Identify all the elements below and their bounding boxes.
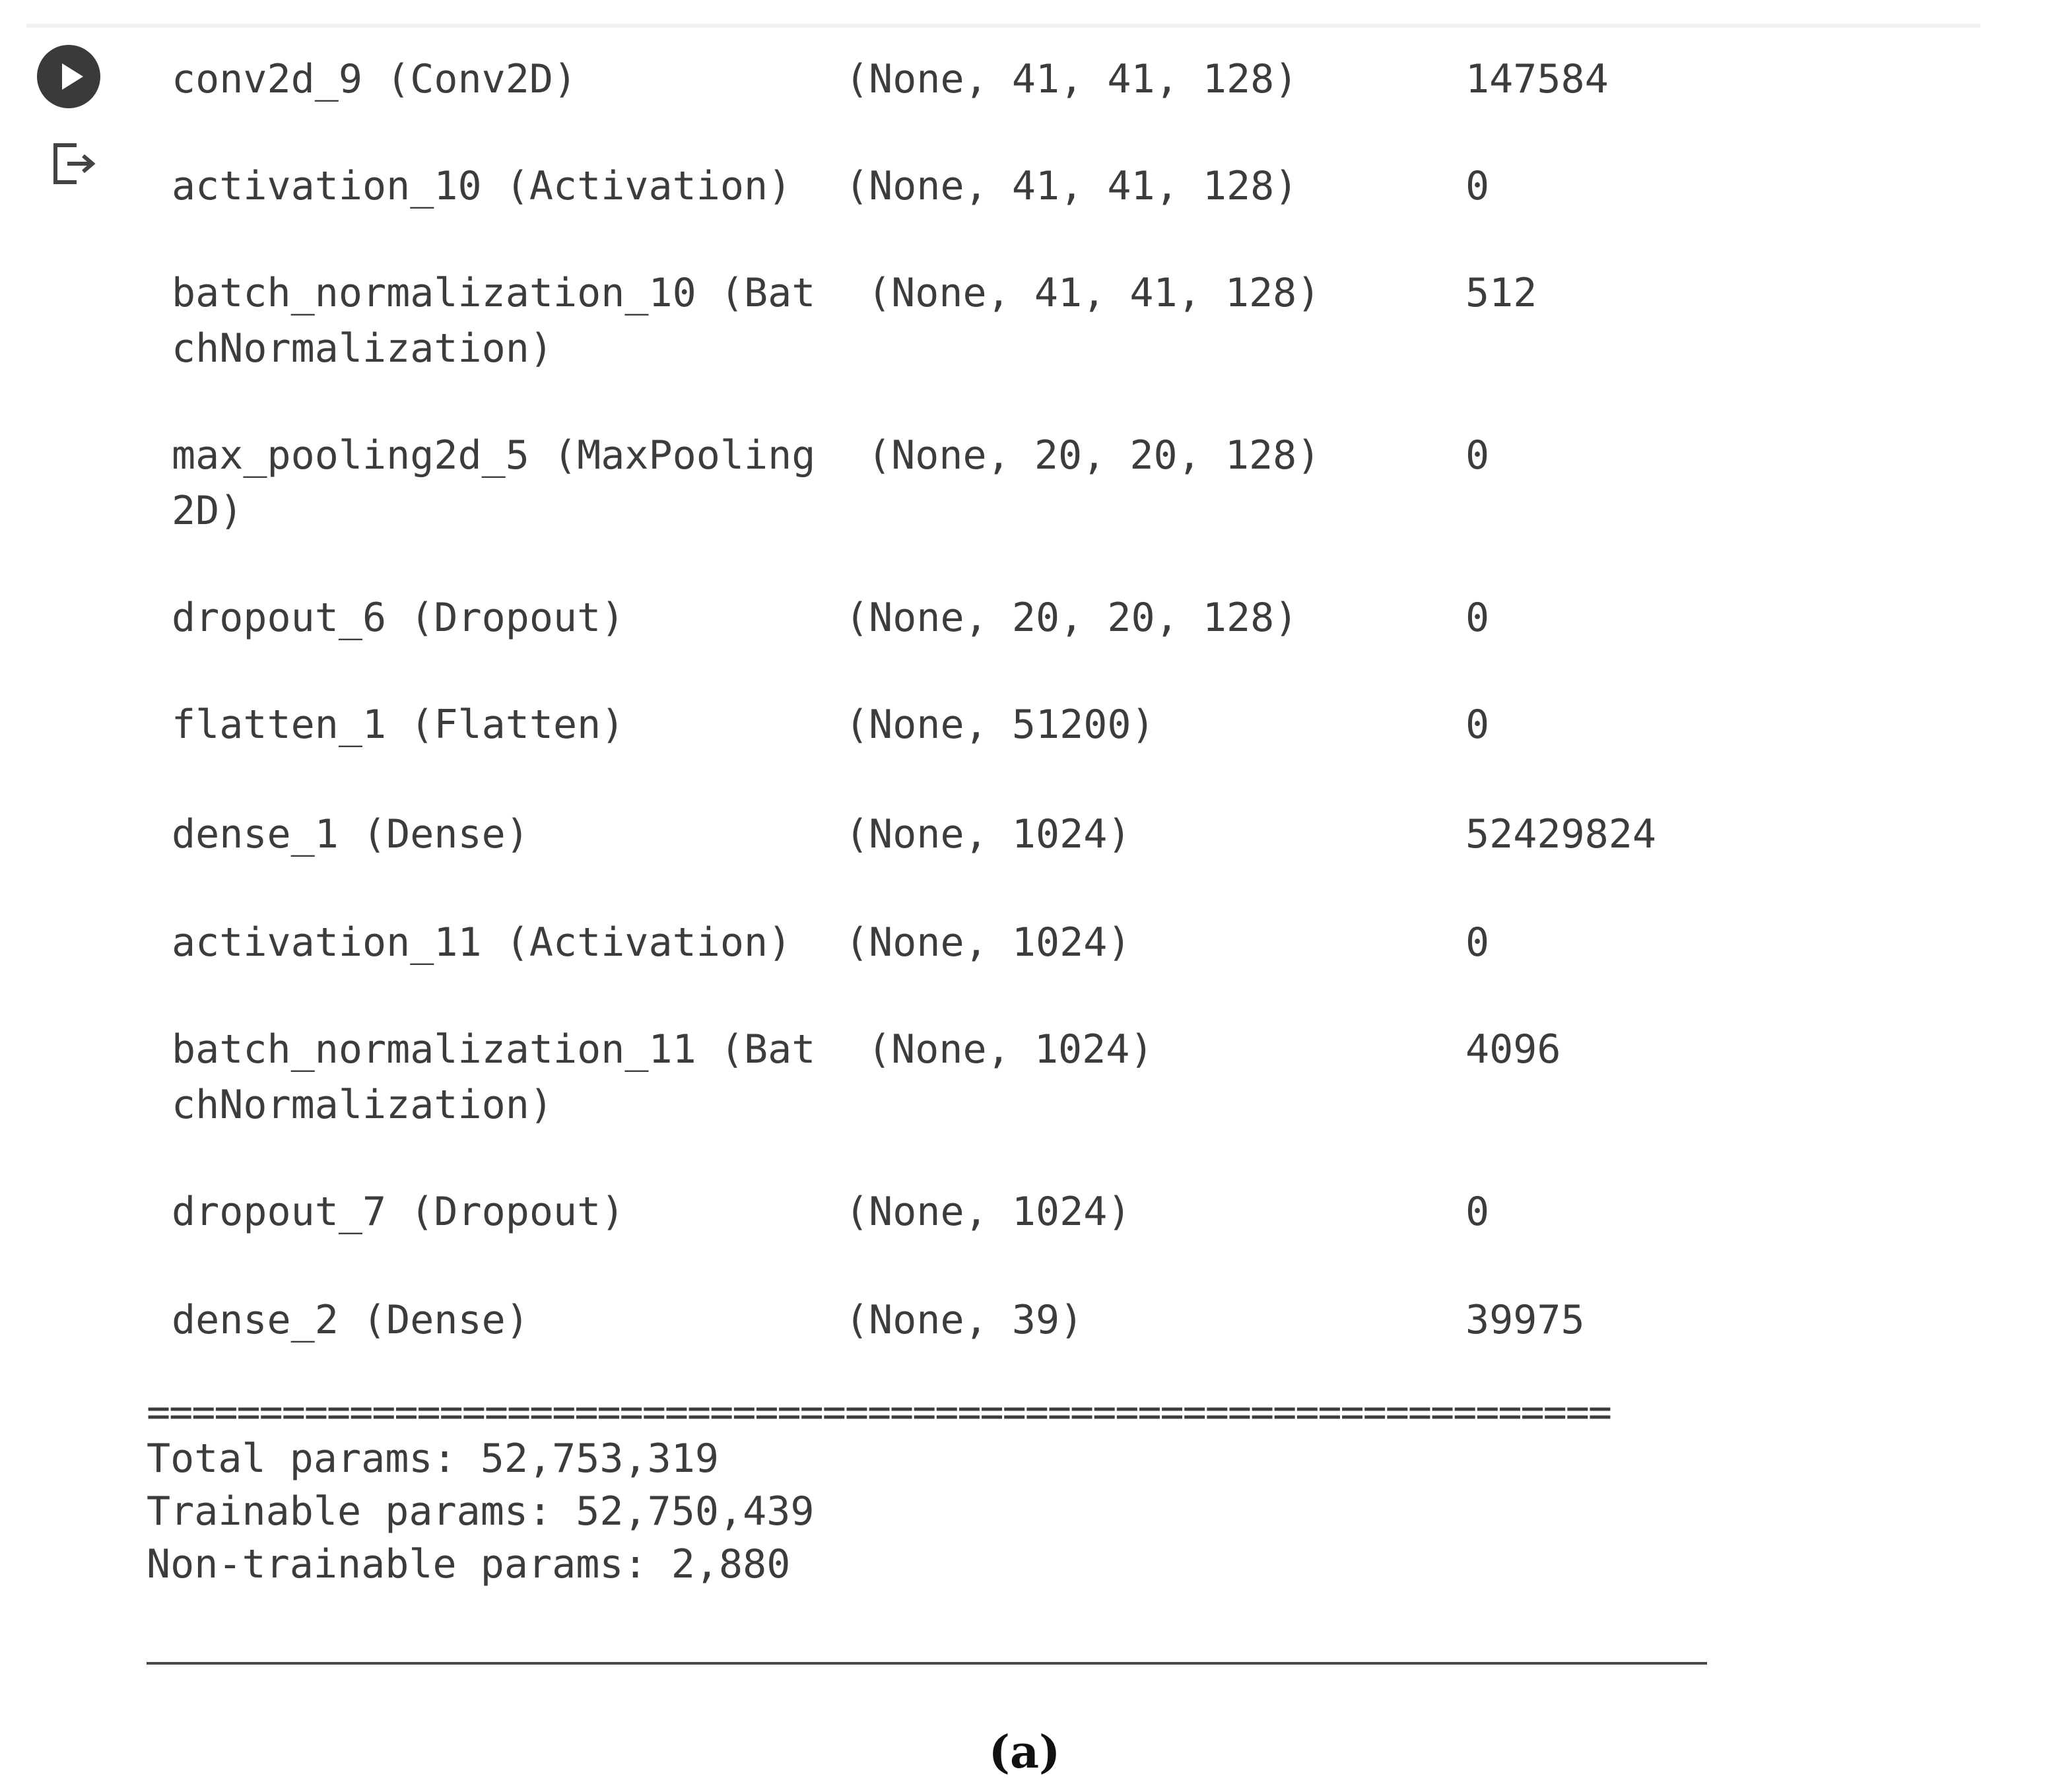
layer-output-shape: (None, 20, 20, 128) (867, 432, 1321, 479)
layer-name: flatten_1 (Flatten) (172, 702, 625, 748)
layer-param-count: 0 (1465, 702, 1490, 748)
layer-output-shape: (None, 51200) (845, 702, 1155, 748)
layer-name: activation_10 (Activation) (172, 163, 792, 209)
layer-param-count: 0 (1465, 919, 1490, 966)
layer-name: dropout_7 (Dropout) (172, 1189, 625, 1235)
layer-param-count: 52429824 (1465, 811, 1656, 857)
summary-separator: ================================================================= (147, 1393, 1611, 1432)
layer-name: batch_normalization_10 (Bat chNormalization) (172, 270, 816, 372)
layer-output-shape: (None, 41, 41, 128) (845, 163, 1298, 209)
layer-output-shape: (None, 20, 20, 128) (845, 595, 1298, 641)
layer-param-count: 0 (1465, 1189, 1490, 1235)
layer-output-shape: (None, 1024) (845, 919, 1131, 966)
layer-output-shape: (None, 41, 41, 128) (867, 270, 1321, 316)
layer-name: batch_normalization_11 (Bat chNormalization) (172, 1026, 816, 1128)
layer-param-count: 0 (1465, 432, 1490, 479)
non-trainable-params: Non-trainable params: 2,880 (147, 1541, 791, 1587)
layer-name: activation_11 (Activation) (172, 919, 792, 966)
layer-param-count: 39975 (1465, 1297, 1585, 1343)
figure-caption: (a) (988, 1726, 1061, 1779)
layer-param-count: 0 (1465, 163, 1490, 209)
total-params: Total params: 52,753,319 (147, 1436, 719, 1482)
layer-name: max_pooling2d_5 (MaxPooling 2D) (172, 432, 816, 534)
layer-output-shape: (None, 1024) (845, 1189, 1131, 1235)
layer-param-count: 512 (1465, 270, 1537, 316)
layer-output-shape: (None, 41, 41, 128) (845, 56, 1298, 102)
layer-param-count: 4096 (1465, 1026, 1561, 1073)
param-summary (147, 1393, 1744, 1591)
trainable-params: Trainable params: 52,750,439 (147, 1488, 815, 1535)
layer-output-shape: (None, 1024) (845, 811, 1131, 857)
layer-output-shape: (None, 39) (845, 1297, 1084, 1343)
layer-name: dense_2 (Dense) (172, 1297, 529, 1343)
layer-name: dense_1 (Dense) (172, 811, 529, 857)
summary-bottom-rule (147, 1662, 1707, 1665)
layer-param-count: 147584 (1465, 56, 1609, 102)
layer-name: conv2d_9 (Conv2D) (172, 56, 578, 102)
layer-output-shape: (None, 1024) (867, 1026, 1154, 1073)
layer-name: dropout_6 (Dropout) (172, 595, 625, 641)
layer-param-count: 0 (1465, 595, 1490, 641)
